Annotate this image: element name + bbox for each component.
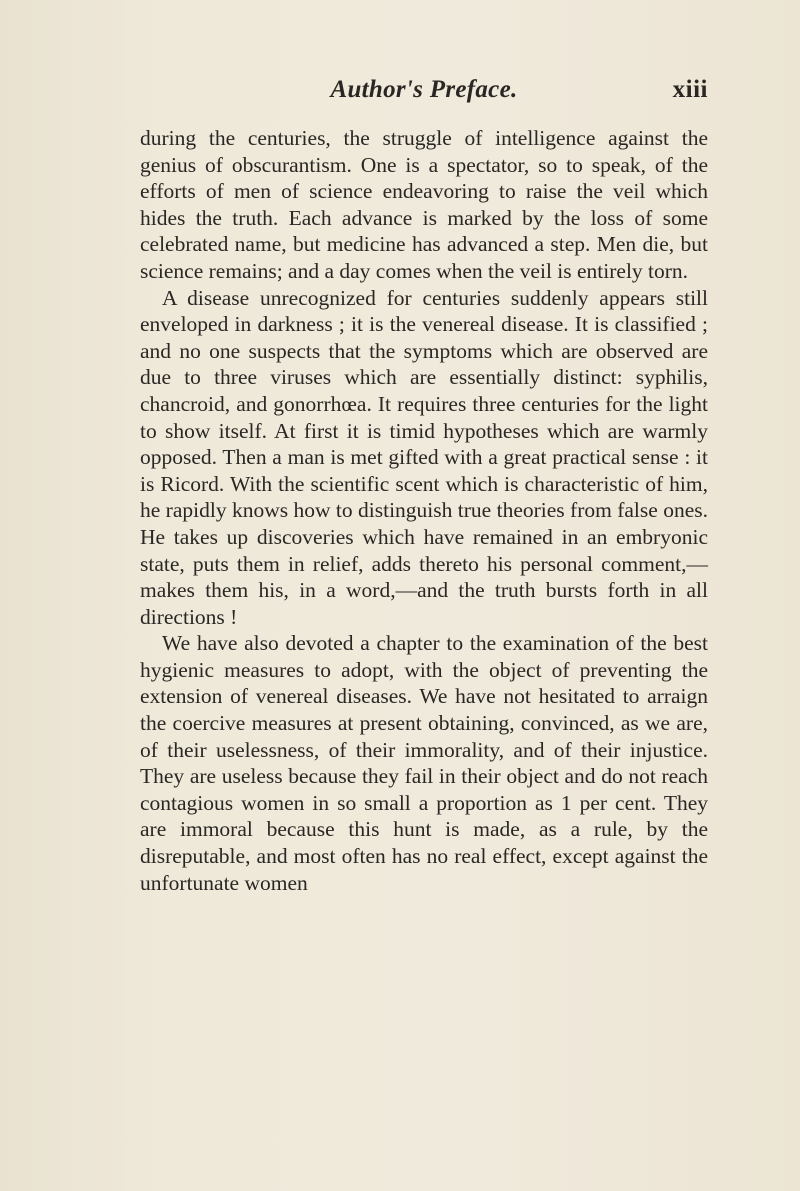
page-number: xiii [672, 76, 708, 103]
paragraph-continued: during the centuries, the struggle of intelligence against the genius of obscurantism. One is a spectator, so to speak, of the efforts of men of science endeavoring to raise the veil which hides the truth. Each advance is marked by the loss of some celebrated name, but medicine has advanced a step. Men die, but science remains; and a day comes when the veil is entirely torn. [140, 126, 708, 283]
running-head: Author's Preface. [330, 76, 518, 103]
body-text [140, 125, 708, 896]
paragraph: We have also devoted a chapter to the examination of the best hygienic measures to adopt, with the object of preventing the extension of venereal diseases. We have not hesitated to arraign the coercive measures at present obtaining, convinced, as we are, of their uselessness, of their immorality, and of their injustice. They are useless because they fail in their object and do not reach contagious women in so small a proportion as 1 per cent. They are immoral because this hunt is made, as a rule, by the disreputable, and most often has no real effect, except against the unfortunate women [140, 631, 708, 895]
page-header [140, 76, 708, 112]
paragraph: A disease unrecognized for centuries suddenly appears still enveloped in darkness ; it is the venereal disease. It is classified ; and no one suspects that the symptoms which are observed are due to three viruses which are essentially distinct: syphilis, chancroid, and gonorrhœa. It requires three centuries for the light to show itself. At first it is timid hypotheses which are warmly opposed. Then a man is met gifted with a great practical sense : it is Ricord. With the scientific scent which is characteristic of him, he rapidly knows how to distinguish true theories from false ones. He takes up discoveries which have remained in an embryonic state, puts them in relief, adds thereto his personal comment,—makes them his, in a word,—and the truth bursts forth in all directions ! [140, 285, 708, 629]
